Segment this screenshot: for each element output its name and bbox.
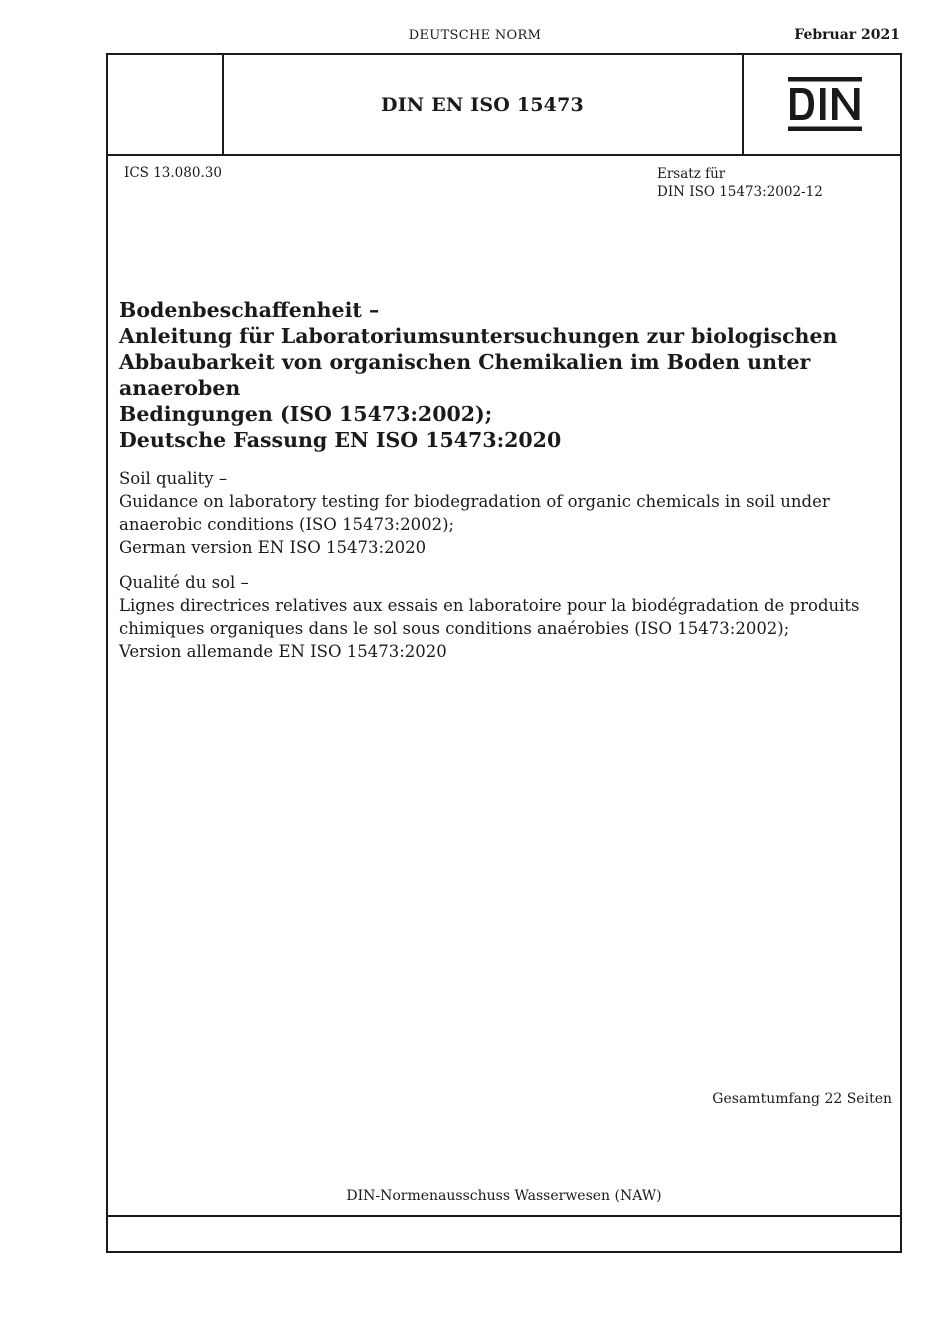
norm-type-label: DEUTSCHE NORM — [408, 28, 542, 43]
french-title-line: chimiques organiques dans le sol sous conditions anaérobies (ISO 15473:2002); — [119, 619, 790, 638]
header-logo-cell — [742, 55, 902, 154]
english-title-line: Guidance on laboratory testing for biodegradation of organic chemicals in soil under — [119, 492, 830, 511]
header-left-cell — [108, 55, 224, 154]
document-frame — [106, 53, 902, 1253]
french-title — [119, 571, 889, 663]
german-title — [119, 297, 889, 453]
replaces-label: Ersatz für — [657, 166, 726, 182]
ics-code: ICS 13.080.30 — [124, 165, 222, 181]
footer-divider — [108, 1215, 900, 1217]
publication-date: Februar 2021 — [794, 27, 900, 43]
din-logo-icon — [788, 77, 862, 131]
french-title-line: Lignes directrices relatives aux essais en laboratoire pour la biodégradation de produits — [119, 596, 860, 615]
header-row — [108, 55, 900, 156]
title-block — [119, 297, 889, 675]
english-title — [119, 467, 889, 559]
header-title-cell — [224, 55, 741, 154]
german-title-line: Bodenbeschaffenheit – — [119, 298, 380, 322]
replaces-value: DIN ISO 15473:2002-12 — [657, 184, 823, 200]
german-title-line: Anleitung für Laboratoriumsuntersuchungen zur biologischen — [119, 324, 838, 348]
english-title-line: German version EN ISO 15473:2020 — [119, 538, 427, 557]
committee-name: DIN-Normenausschuss Wasserwesen (NAW) — [346, 1188, 662, 1204]
document-number: DIN EN ISO 15473 — [381, 93, 584, 116]
german-title-line: Abbaubarkeit von organischen Chemikalien im Boden unter anaeroben — [119, 350, 811, 400]
english-title-line: anaerobic conditions (ISO 15473:2002); — [119, 515, 455, 534]
total-pages: Gesamtumfang 22 Seiten — [712, 1091, 892, 1107]
french-title-line: Version allemande EN ISO 15473:2020 — [119, 642, 447, 661]
english-title-line: Soil quality – — [119, 469, 228, 488]
german-title-line: Deutsche Fassung EN ISO 15473:2020 — [119, 428, 562, 452]
replaces-block — [657, 165, 823, 201]
french-title-line: Qualité du sol – — [119, 573, 249, 592]
german-title-line: Bedingungen (ISO 15473:2002); — [119, 402, 493, 426]
